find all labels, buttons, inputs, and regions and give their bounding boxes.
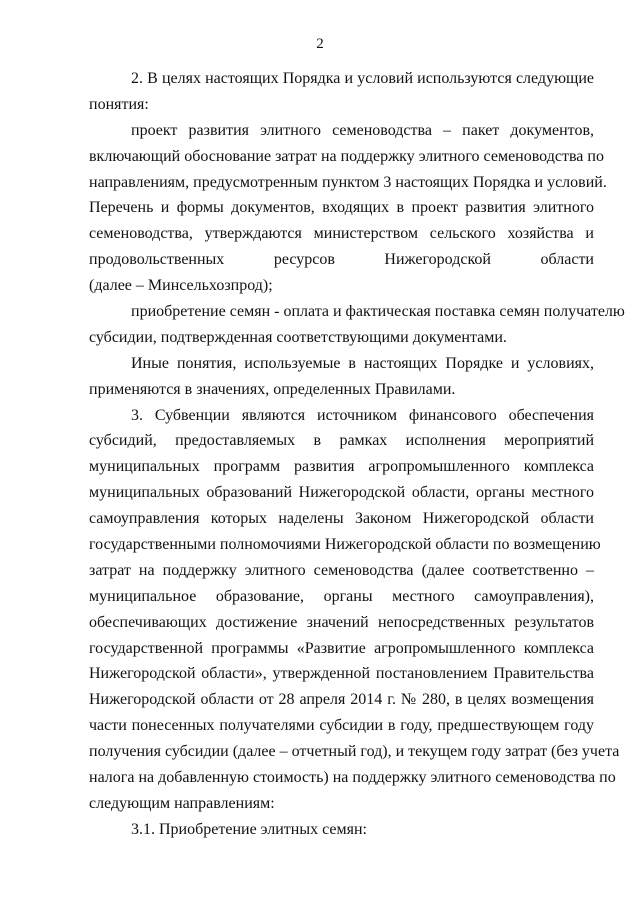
text-line: части понесенных получателями субсидии в году, предшествующем году [89,717,594,735]
text-line: продовольственных ресурсов Нижегородской области [89,251,594,269]
text-line: включающий обоснование затрат на поддержку элитного семеноводства по [89,147,604,165]
text-line: муниципальных программ развития агропромышленного комплекса [89,458,594,476]
text-line: 2. В целях настоящих Порядка и условий используются следующие [131,70,594,87]
text-line: субсидии, подтвержденная соответствующими документами. [89,328,507,346]
text-line: Иные понятия, используемые в настоящих Порядке и условиях, [131,354,594,372]
document-body [89,66,625,843]
text-line: 3.1. Приобретение элитных семян: [131,820,367,838]
text-line: 3. Субвенции являются источником финансового обеспечения [131,406,594,424]
text-line: муниципальных образований Нижегородской области, органы местного [89,484,594,502]
text-line: налога на добавленную стоимость) на поддержку элитного семеноводства по [89,769,616,787]
text-line: Нижегородской области от 28 апреля 2014 г. № 280, в целях возмещения [89,691,594,709]
text-line: приобретение семян - оплата и фактическая поставка семян получателю [131,303,625,321]
page-number: 2 [316,36,324,52]
text-line: затрат на поддержку элитного семеноводства (далее соответственно – [89,561,594,579]
text-line: направлениям, предусмотренным пунктом 3 настоящих Порядка и условий. [89,173,607,191]
text-line: получения субсидии (далее – отчетный год), и текущем году затрат (без учета [89,743,620,761]
text-line: самоуправления которых наделены Законом Нижегородской области [89,510,594,528]
text-line: муниципальное образование, органы местного самоуправления), [89,587,594,605]
text-line: субсидий, предоставляемых в рамках исполнения мероприятий [89,432,594,450]
text-line: (далее – Минсельхозпрод); [89,277,273,295]
text-line: проект развития элитного семеноводства – пакет документов, [131,121,594,139]
text-line: обеспечивающих достижение значений непосредственных результатов [89,613,594,631]
text-line: Перечень и формы документов, входящих в проект развития элитного [89,199,594,217]
text-line: государственными полномочиями Нижегородской области по возмещению [89,536,601,554]
text-line: семеноводства, утверждаются министерством сельского хозяйства и [89,225,594,243]
text-line: Нижегородской области», утвержденной постановлением Правительства [89,665,594,683]
text-line: следующим направлениям: [89,794,275,812]
text-line: государственной программы «Развитие агропромышленного комплекса [89,639,594,657]
text-line: применяются в значениях, определенных Правилами. [89,380,456,398]
text-line: понятия: [89,95,149,113]
